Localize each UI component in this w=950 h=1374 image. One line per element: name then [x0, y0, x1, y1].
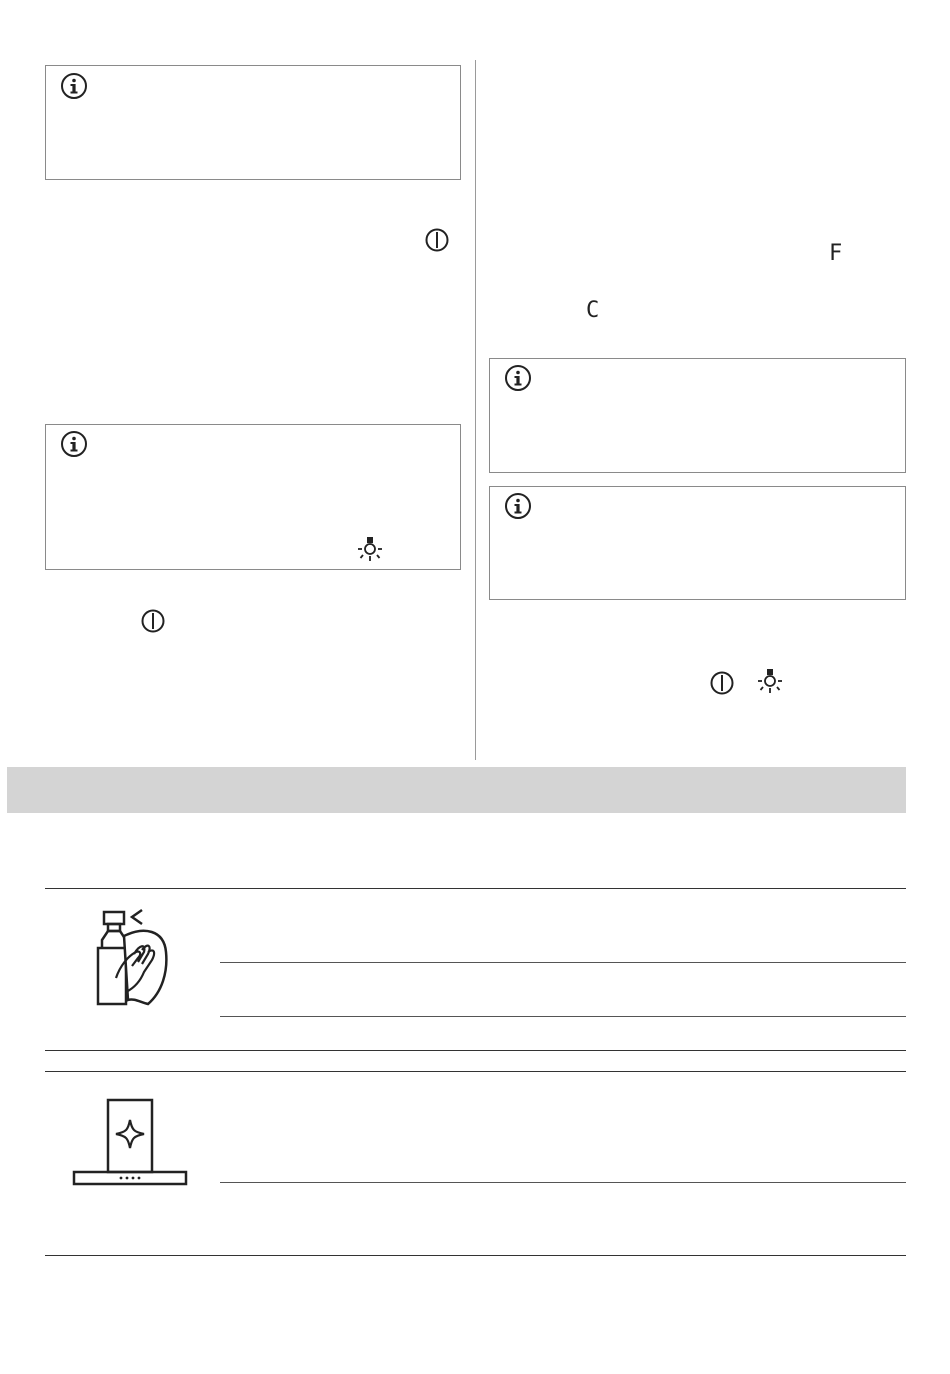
power-icon — [424, 227, 450, 253]
column-divider — [475, 60, 476, 760]
info-box-1 — [45, 65, 461, 180]
info-box-4 — [489, 486, 906, 600]
info-icon — [504, 364, 532, 392]
light-icon — [356, 535, 384, 563]
display-symbol-c: C — [586, 298, 600, 323]
table-row-divider — [220, 1016, 906, 1017]
table-rule-bottom — [45, 1255, 906, 1256]
light-icon — [756, 667, 784, 695]
spray-cleaning-icon — [94, 908, 170, 1008]
info-box-2 — [45, 424, 461, 570]
section-heading-band — [7, 767, 906, 813]
table-rule-top — [45, 1071, 906, 1072]
info-icon — [504, 492, 532, 520]
power-icon — [140, 608, 166, 634]
hood-cleaning-icon — [72, 1098, 188, 1188]
table-rule-top — [45, 888, 906, 889]
info-icon — [60, 430, 88, 458]
info-icon — [60, 72, 88, 100]
power-icon — [709, 670, 735, 696]
table-row-divider — [220, 962, 906, 963]
table-rule-bottom — [45, 1050, 906, 1051]
table-row-divider — [220, 1182, 906, 1183]
display-symbol-f: F — [829, 241, 843, 266]
info-box-3 — [489, 358, 906, 473]
